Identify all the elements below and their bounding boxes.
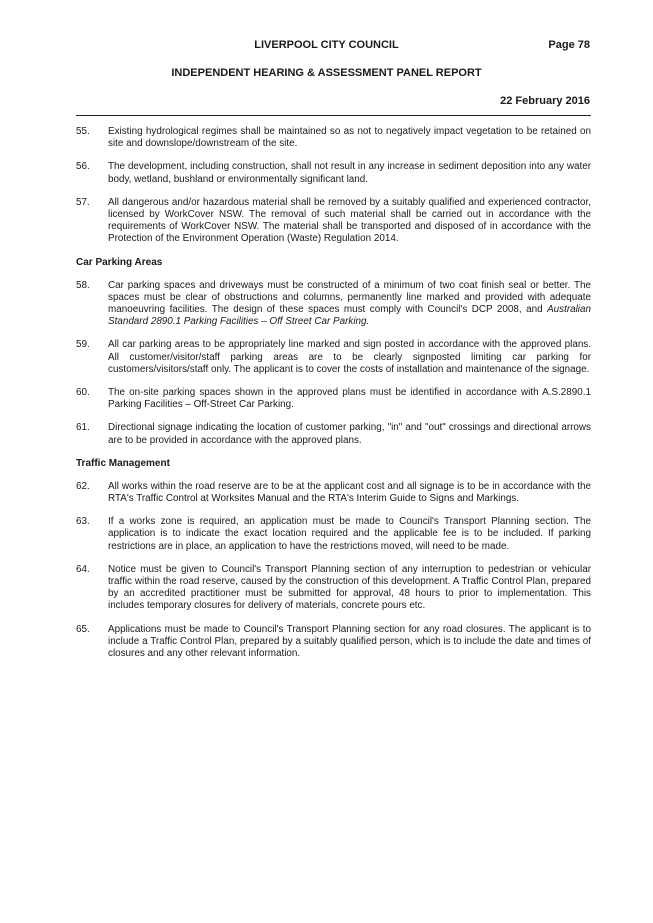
condition-text: The development, including construction, shall not result in any increase in sediment deposition into any water body, wetland, bushland or environmentally significant land. [108, 161, 591, 185]
condition-number: 55. [76, 126, 90, 137]
condition-number: 57. [76, 196, 90, 208]
standard-reference: Australian Standard 2890.1 Parking Facilities – Off Street Car Parking. [108, 304, 591, 328]
condition-item [76, 564, 591, 613]
condition-item [76, 624, 591, 661]
condition-number: 58. [76, 279, 90, 291]
section-heading-traffic-management: Traffic Management [76, 457, 170, 469]
condition-text [108, 280, 591, 329]
condition-text: Existing hydrological regimes shall be maintained so as not to negatively impact vegetation to be retained on site and downslope/downstream of the site. [108, 126, 591, 150]
condition-item [76, 516, 591, 553]
page-number: Page 78 [548, 39, 590, 51]
condition-text-plain: Car parking spaces and driveways must be constructed of a minimum of two coat finish seal or better. The spaces must be clear of obstructions and columns, permanently line marked and provided with adequate manoeuvring facilities. The design of these spaces must comply with Council's DCP 2008, and [108, 279, 591, 316]
condition-number: 63. [76, 516, 90, 528]
condition-text: Notice must be given to Council's Transport Planning section of any interruption to pedestrian or vehicular traffic within the road reserve, caused by the construction of this development. A Traffic Control Plan, prepared by an accredited practitioner must be submitted for approval, 48 hours to prior to implementation. This includes temporary closures for delivery of materials, concrete pours etc. [108, 563, 591, 612]
condition-number: 65. [76, 623, 90, 635]
condition-text: All car parking areas to be appropriately line marked and sign posted in accordance with the approved plans. All customer/visitor/staff parking areas are to be clearly signposted limiting car parking for customers/visitors/staff only. The applicant is to cover the costs of installation and maintenance of the signage. [108, 339, 591, 375]
condition-text: If a works zone is required, an application must be made to Council's Transport Planning section. The application is to indicate the exact location required and the applicable fee is to be included. If parking restrictions are in place, an application to have the restrictions moved, will need to be made. [108, 516, 591, 552]
condition-text: All dangerous and/or hazardous material shall be removed by a suitably qualified and experienced contractor, licensed by WorkCover NSW. The removal of such material shall be carried out in accordance with the requirements of WorkCover NSW. The material shall be transported and disposed of in accordance with the Protection of the Environment Operation (Waste) Regulation 2014. [108, 196, 591, 245]
report-title: INDEPENDENT HEARING & ASSESSMENT PANEL REPORT [171, 67, 482, 79]
condition-item [76, 422, 591, 446]
condition-item [76, 197, 591, 246]
header-divider [76, 115, 591, 116]
condition-text: Applications must be made to Council's Transport Planning section for any road closures. The applicant is to include a Traffic Control Plan, prepared by a suitably qualified person, which is to include the date and times of closures and any other relevant information. [108, 623, 591, 660]
section-heading-car-parking: Car Parking Areas [76, 256, 163, 268]
document-body [76, 126, 591, 671]
condition-item [76, 161, 591, 185]
condition-number: 60. [76, 387, 90, 399]
condition-item [76, 387, 591, 411]
condition-item [76, 280, 591, 329]
condition-number: 61. [76, 422, 90, 434]
condition-number: 64. [76, 563, 90, 575]
condition-text: The on-site parking spaces shown in the approved plans must be identified in accordance with A.S.2890.1 Parking Facilities – Off-Street Car Parking. [108, 387, 591, 411]
condition-number: 62. [76, 480, 90, 492]
condition-item [76, 126, 591, 150]
condition-item [76, 481, 591, 505]
condition-text: All works within the road reserve are to be at the applicant cost and all signage is to be in accordance with the RTA's Traffic Control at Worksites Manual and the RTA's Interim Guide to Signs and Markings. [108, 480, 591, 505]
condition-text: Directional signage indicating the location of customer parking, "in" and "out" crossings and directional arrows are to be provided in accordance with the approved plans. [108, 422, 591, 446]
page-header [0, 39, 653, 55]
council-name: LIVERPOOL CITY COUNCIL [254, 39, 399, 51]
condition-item [76, 339, 591, 376]
condition-number: 59. [76, 339, 90, 351]
report-date: 22 February 2016 [500, 95, 590, 107]
condition-number: 56. [76, 161, 90, 173]
